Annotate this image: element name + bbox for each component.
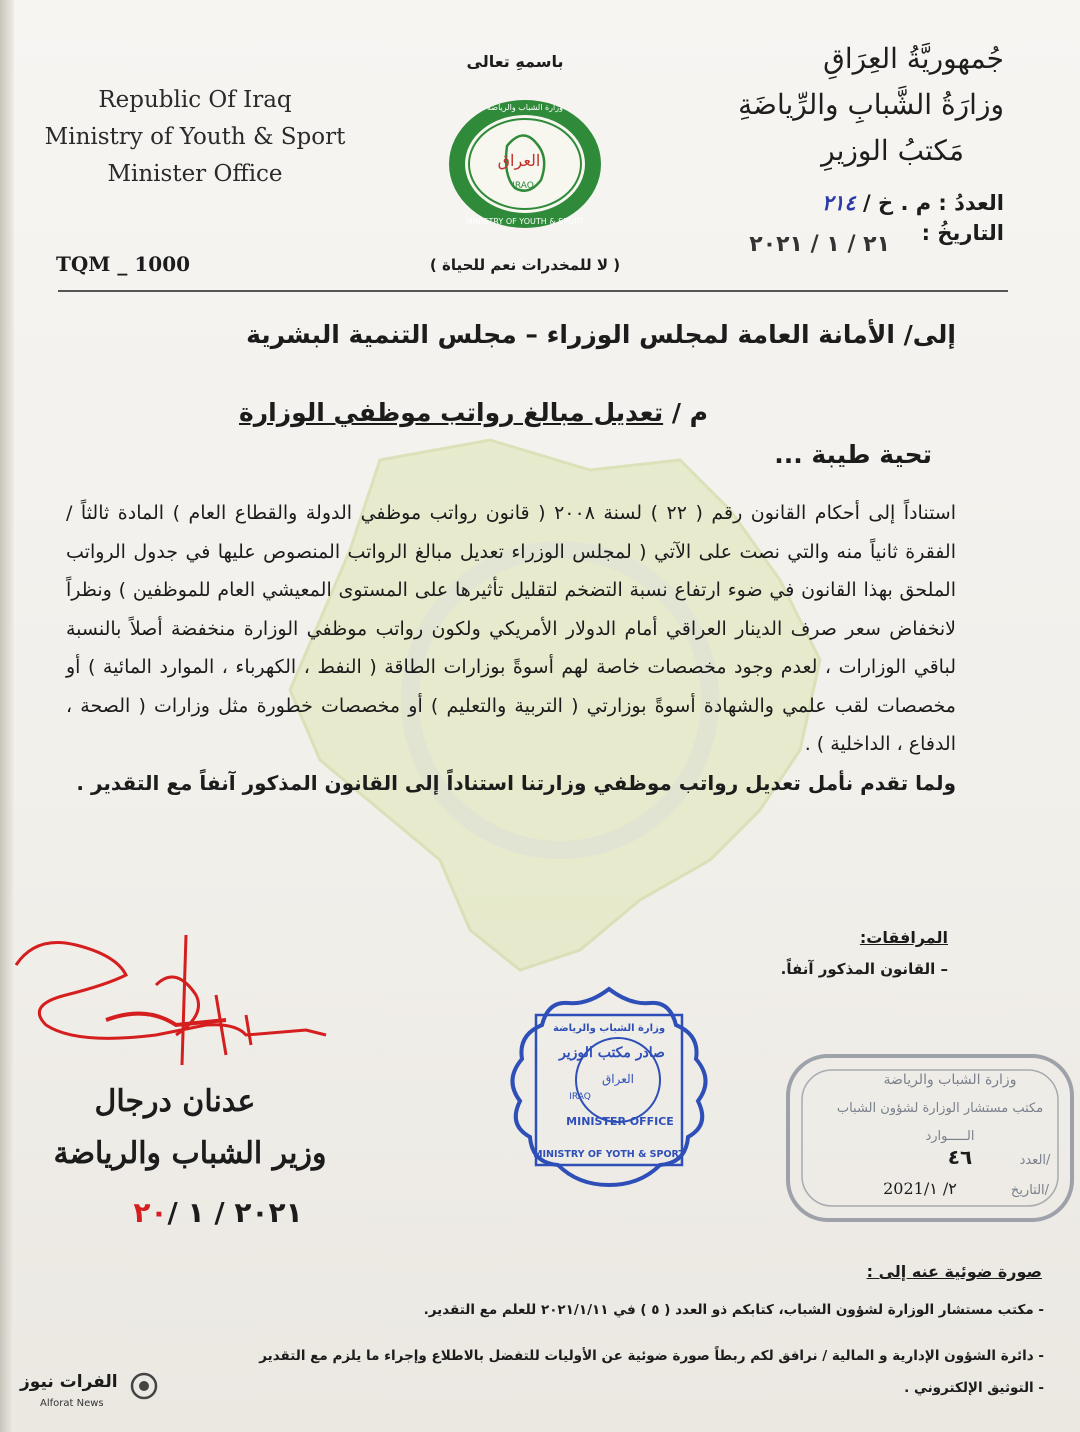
page-edge-shadow xyxy=(0,0,14,1432)
letterhead-country: Republic Of Iraq xyxy=(98,87,292,113)
gray-stamp-text-4: العدد/ xyxy=(1019,1153,1051,1168)
advisor-incoming-stamp xyxy=(780,1048,1080,1228)
letter-body xyxy=(66,494,956,802)
news-watermark-name: الفرات نيوز xyxy=(20,1372,118,1392)
signature-date-day: ٢٠ xyxy=(133,1196,168,1229)
recipient-line: إلى/ الأمانة العامة لمجلس الوزراء – مجلس التنمية البشرية xyxy=(246,320,956,349)
news-watermark-sub: Alforat News xyxy=(40,1398,104,1409)
news-logo-icon xyxy=(130,1372,158,1400)
gray-stamp-text-6: التاريخ/ xyxy=(1010,1183,1050,1198)
subject-prefix: م / xyxy=(671,398,708,427)
body-paragraph: استناداً إلى أحكام القانون رقم ( ٢٢ ) لسنة ٢٠٠٨ ( قانون رواتب موظفي الدولة والقطاع العام ) المادة ثالثاً / الفقرة ثانياً منه والتي نصت على الآتي ( لمجلس الوزراء تعديل مبالغ الرواتب المنصوص عليها في جدول الرواتب الملحق بهذا القانون في ضوء ارتفاع نسبة التضخم لتقليل تأثيرها على المستوى المعيشي العام للموظفين ) ونظراً لانخفاض سعر صرف الدينار العراقي أمام الدولار الأمريكي ولكون رواتب موظفي الوزارة منخفضة أصلاً بالنسبة لباقي الوزارات ، لعدم وجود مخصصات خاصة لهم أسوةً بوزارات الطاقة ( النفط ، الكهرباء ، الموارد المائية ) أو مخصصات لقب علمي والشهادة أسوةً بوزارتي ( التربية والتعليم ) أو مخصصات خطورة مثل وزارات ( الصحة ، الدفاع ، الداخلية ) . xyxy=(66,502,956,755)
letterhead-ministry: Ministry of Youth & Sport xyxy=(44,124,346,150)
attachments-title: المرافقات: xyxy=(859,928,948,947)
logo-text-ministry-en: MINISTRY OF YOUTH & SPORT xyxy=(465,217,585,226)
cc-title: صورة ضوئية عنه إلى : xyxy=(866,1262,1042,1281)
english-letterhead xyxy=(40,82,350,193)
slogan: ( لا للمخدرات نعم للحياة ) xyxy=(429,256,621,274)
reference-date-label: التاريخُ : xyxy=(921,221,1004,245)
gray-stamp-text-2: مكتب مستشار الوزارة لشؤون الشباب xyxy=(836,1101,1044,1116)
letterhead-country-ar: جُمهوريَّةُ العِرَاقِ xyxy=(823,42,1004,75)
logo-text-arabic-center: العراق xyxy=(497,151,541,170)
signature-date-rest: ٢٠٢١ / ١ / xyxy=(167,1196,303,1229)
attachment-item: – القانون المذكور آنفاً. xyxy=(780,960,948,978)
basmala: باسمهِ تعالى xyxy=(466,52,564,71)
signatory-name: عدنان درجال xyxy=(94,1084,256,1119)
minister-office-stamp xyxy=(500,985,718,1195)
reference-date-value: ٢١ / ١ / ٢٠٢١ xyxy=(749,232,890,257)
reference-number xyxy=(764,188,1004,218)
logo-text-iraq: IRAQ xyxy=(512,181,534,191)
signatory-title: وزير الشباب والرياضة xyxy=(53,1136,327,1171)
gray-stamp-text-5: ٤٦ xyxy=(947,1145,973,1169)
gray-stamp-text-3: الـــــوارد xyxy=(925,1129,975,1144)
greeting: تحية طيبة ... xyxy=(774,440,932,469)
subject-text: تعديل مبالغ رواتب موظفي الوزارة xyxy=(239,398,664,427)
logo-text-ministry-ar: وزارة الشباب والرياضة xyxy=(487,103,563,112)
ministry-logo xyxy=(445,96,605,232)
tqm-code: TQM _ 1000 xyxy=(56,252,191,276)
header-divider xyxy=(58,290,1008,292)
blue-stamp-text-4: IRAQ xyxy=(569,1092,591,1102)
subject-line xyxy=(208,398,708,427)
blue-stamp-text-3: العراق xyxy=(601,1072,635,1086)
cc-item: - دائرة الشؤون الإدارية و المالية / نرافق لكم ربطاً صورة ضوئية عن الأوليات للتفضل بالاطلاع وإجراء ما يلزم مع التقدير xyxy=(259,1348,1044,1364)
letterhead-office: Minister Office xyxy=(107,161,283,187)
letterhead-ministry-ar: وزارَةُ الشَّبابِ والرِّياضَةِ xyxy=(738,88,1004,121)
gray-stamp-text-7: 2021/٢/ ١ xyxy=(883,1179,957,1198)
closing-paragraph: ولما تقدم نأمل تعديل رواتب موظفي وزارتنا استناداً إلى القانون المذكور آنفاً مع التقدير . xyxy=(76,770,956,795)
letterhead-office-ar: مَكتبُ الوزيرِ xyxy=(821,134,964,167)
blue-stamp-text-2: صادر مكتب الوزير xyxy=(559,1045,665,1061)
blue-stamp-text-1: وزارة الشباب والرياضة xyxy=(552,1023,666,1034)
signature-date xyxy=(88,1196,348,1229)
reference-number-value: ٢١٤ xyxy=(821,190,856,215)
cc-item: - مكتب مستشار الوزارة لشؤون الشباب، كتابكم ذو العدد ( ٥ ) في ٢٠٢١/١/١١ للعلم مع التقدير. xyxy=(423,1302,1044,1318)
red-signature xyxy=(6,925,336,1085)
arabic-letterhead xyxy=(664,36,1004,174)
reference-number-label: العددُ : م . خ / xyxy=(863,191,1004,215)
blue-stamp-text-6: MINISTRY OF YOTH & SPORT xyxy=(533,1149,685,1160)
cc-item: - التوثيق الإلكتروني . xyxy=(904,1380,1044,1396)
gray-stamp-text-1: وزارة الشباب والرياضة xyxy=(883,1072,1017,1088)
blue-stamp-text-5: MINISTER OFFICE xyxy=(566,1115,674,1128)
